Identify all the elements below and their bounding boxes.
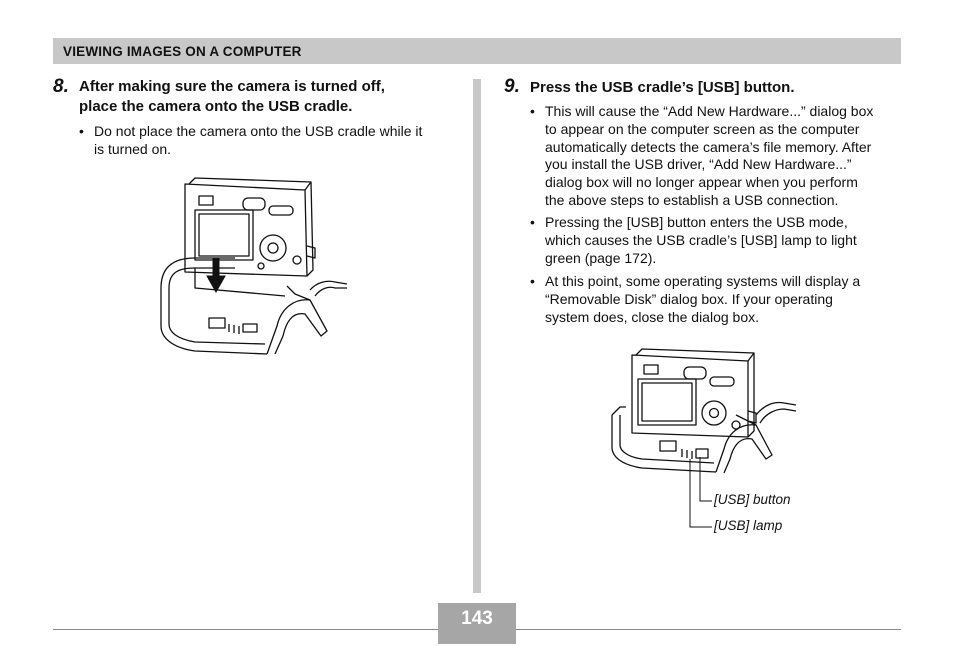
bullet-dot: • xyxy=(530,273,535,289)
column-divider xyxy=(473,79,481,593)
bullet-dot: • xyxy=(79,123,84,139)
step-8-number: 8. xyxy=(53,76,69,97)
bullet-dot: • xyxy=(530,214,535,230)
step-8-line-1: After making sure the camera is turned off, xyxy=(79,78,385,95)
page-number-box xyxy=(438,603,516,644)
step-8-bullet-line-1: Do not place the camera onto the USB cradle while it xyxy=(94,123,423,139)
page-number: 143 xyxy=(461,608,493,629)
step-9-number: 9. xyxy=(504,76,520,97)
bullet-2-line-3: green (page 172). xyxy=(545,249,657,266)
bullet-2-line-2: which causes the USB cradle’s [USB] lamp to light xyxy=(545,231,857,248)
step-8-bullet-line-2: is turned on. xyxy=(94,140,172,157)
step-8-bullet xyxy=(79,123,423,159)
bullet-3-line-1: At this point, some operating systems will display a xyxy=(545,273,861,289)
bullet-dot: • xyxy=(530,103,535,119)
bullet-1-line-6: the above steps to establish a USB connection. xyxy=(545,191,839,208)
bullet-1-line-3: automatically detects the camera’s file memory. After xyxy=(545,138,872,155)
section-header-title: VIEWING IMAGES ON A COMPUTER xyxy=(63,44,302,59)
bullet-3-line-2: “Removable Disk” dialog box. If your operating xyxy=(545,290,833,307)
step-9-line-1: Press the USB cradle’s [USB] button. xyxy=(530,79,795,96)
step-9-bullet-3 xyxy=(530,273,861,326)
section-header-bar xyxy=(53,38,901,64)
step-9-bullet-2 xyxy=(530,214,857,267)
bullet-1-line-1: This will cause the “Add New Hardware...” dialog box xyxy=(545,103,874,119)
step-9-bullet-1 xyxy=(530,103,874,210)
step-8-line-2: place the camera onto the USB cradle. xyxy=(79,98,353,115)
usb-lamp-callout: [USB] lamp xyxy=(714,518,783,533)
camera-into-cradle-illustration xyxy=(155,176,355,366)
bullet-1-line-2: to appear on the computer screen as the computer xyxy=(545,120,860,137)
bullet-3-line-3: system does, close the dialog box. xyxy=(545,308,760,325)
bullet-1-line-5: dialog box will no longer appear when you perform xyxy=(545,174,858,191)
usb-button-callout: [USB] button xyxy=(714,492,791,507)
bullet-1-line-4: you install the USB driver, “Add New Hardware...” xyxy=(545,156,852,173)
bullet-2-line-1: Pressing the [USB] button enters the USB mode, xyxy=(545,214,848,230)
